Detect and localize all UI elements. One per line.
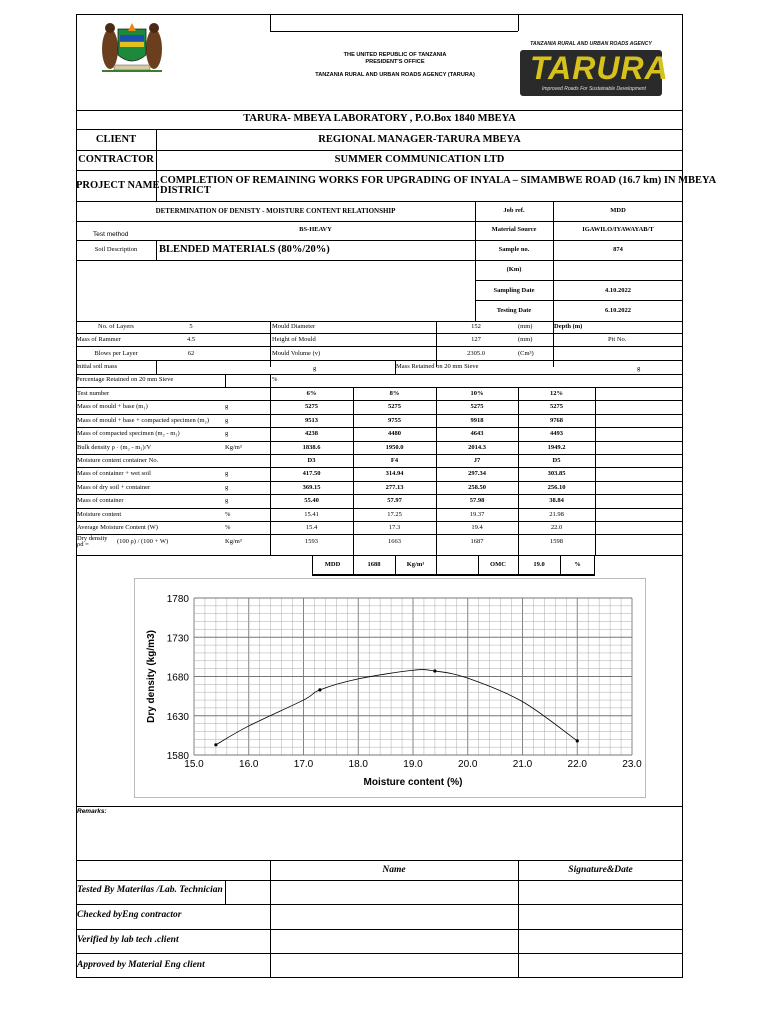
cell-value: 9918 bbox=[470, 416, 484, 424]
cell-value: 277.13 bbox=[385, 483, 404, 491]
cell-value: 1950.0 bbox=[385, 443, 404, 451]
cell-value: 258.50 bbox=[468, 483, 486, 491]
job-ref-label: Job ref. bbox=[503, 207, 525, 214]
source-label: Material Source bbox=[491, 226, 537, 233]
x-tick-label: 20.0 bbox=[458, 759, 478, 770]
project-value-line2: DISTRICT bbox=[160, 185, 211, 196]
cell-value: 1838.6 bbox=[302, 443, 321, 451]
x-tick-label: 21.0 bbox=[512, 759, 533, 770]
cell-value: 303.85 bbox=[547, 470, 566, 478]
cell-value: 9513 bbox=[305, 416, 318, 424]
row-unit: g bbox=[225, 470, 229, 478]
km-label: (Km) bbox=[506, 266, 522, 273]
initial-mass-label: Initial soil mass bbox=[76, 363, 118, 370]
office-text: PRESIDENT'S OFFICE bbox=[365, 59, 425, 65]
tarura-logo bbox=[516, 40, 668, 100]
cell-value: 1949.2 bbox=[547, 443, 566, 451]
contractor-value: SUMMER COMMUNICATION LTD bbox=[334, 154, 505, 165]
y-tick-label: 1730 bbox=[166, 633, 189, 645]
x-tick-label: 23.0 bbox=[622, 759, 642, 770]
coat-of-arms-logo bbox=[88, 15, 176, 75]
depth-label: Depth (m) bbox=[554, 323, 583, 330]
remarks-label: Remarks: bbox=[77, 808, 107, 815]
soil-label: Soil Description bbox=[94, 246, 138, 253]
height-unit: (mm) bbox=[518, 336, 533, 343]
cell-value: 5275 bbox=[305, 403, 318, 411]
mdd-label: MDD bbox=[324, 561, 341, 568]
cell-value: 256.10 bbox=[547, 483, 566, 491]
row-label: Mass of mould + base (m₁) bbox=[77, 403, 148, 411]
republic-text: THE UNITED REPUBLIC OF TANZANIA bbox=[343, 52, 447, 58]
approved-by-label: Approved by Material Eng client bbox=[77, 960, 205, 970]
x-tick-label: 15.0 bbox=[184, 759, 204, 770]
job-ref-value: MDD bbox=[610, 207, 626, 214]
layers-label: No. of Layers bbox=[98, 323, 134, 330]
test-title: DETERMINATION OF DENISTY - MOISTURE CONTENT RELATIONSHIP bbox=[155, 207, 396, 215]
row-unit: g bbox=[225, 483, 229, 491]
cell-value: J7 bbox=[473, 457, 481, 464]
row-unit: g bbox=[225, 430, 229, 438]
cell-value: F4 bbox=[390, 457, 399, 464]
soil-value: BLENDED MATERIALS (80%/20%) bbox=[159, 244, 330, 255]
rammer-label: Mass of Rammer bbox=[76, 336, 121, 343]
dry-density-value: 1687 bbox=[470, 538, 484, 546]
cell-value: 5275 bbox=[550, 403, 563, 411]
row-unit: Kg/m³ bbox=[225, 443, 242, 451]
height-label: Height of Mould bbox=[272, 336, 316, 343]
name-header: Name bbox=[382, 865, 406, 875]
row-label: Moisture content container No. bbox=[77, 457, 159, 464]
mdd-unit: Kg/m³ bbox=[406, 561, 425, 568]
dry-density-unit: Kg/m³ bbox=[225, 538, 242, 546]
cell-value: 57.97 bbox=[387, 497, 402, 505]
fitted-curve bbox=[216, 670, 577, 745]
cell-value: 8% bbox=[389, 390, 400, 397]
y-tick-label: 1780 bbox=[166, 594, 189, 605]
verified-by-label: Verified by lab tech .client bbox=[77, 935, 179, 945]
x-tick-label: 22.0 bbox=[567, 759, 587, 770]
cell-value: 2014.3 bbox=[468, 443, 486, 451]
cell-value: 55.40 bbox=[304, 497, 319, 505]
row-unit: % bbox=[225, 510, 231, 518]
lab-title: TARURA- MBEYA LABORATORY , P.O.Box 1840 MBEYA bbox=[243, 113, 516, 124]
omc-value: 19.0 bbox=[533, 561, 545, 568]
cell-value: 9755 bbox=[388, 416, 401, 424]
cell-value: 5275 bbox=[388, 403, 401, 411]
project-value-line1: COMPLETION OF REMAINING WORKS FOR UPGRADING OF INYALA – SIMAMBWE ROAD (16.7 km) IN MBEYA bbox=[160, 175, 717, 186]
row-label: Moisture content bbox=[77, 510, 122, 518]
cell-value: 4493 bbox=[550, 430, 563, 438]
y-tick-label: 1580 bbox=[166, 751, 189, 762]
cell-value: 19.4 bbox=[471, 524, 483, 531]
cell-value: 9768 bbox=[550, 416, 563, 424]
layers-value: 5 bbox=[189, 323, 193, 330]
row-label: Average Moisture Content (W) bbox=[77, 524, 158, 531]
agency-text: TANZANIA RURAL AND URBAN ROADS AGENCY (TARURA) bbox=[315, 72, 475, 78]
row-label: Mass of compacted specimen (m₂ - m₁) bbox=[77, 430, 180, 438]
blows-value: 62 bbox=[187, 350, 195, 357]
dry-density-formula: (100 ρ) / (100 + W) bbox=[117, 538, 169, 546]
y-axis-label: Dry density (kg/m3) bbox=[146, 630, 157, 723]
row-label: Mass of container bbox=[77, 497, 124, 505]
pit-label: Pit No. bbox=[608, 336, 627, 343]
retained-unit: g bbox=[637, 365, 641, 372]
x-tick-label: 19.0 bbox=[403, 759, 423, 770]
row-unit: g bbox=[225, 497, 229, 505]
cell-value: 38.84 bbox=[549, 497, 564, 505]
cell-value: 15.41 bbox=[304, 510, 319, 518]
cell-value: 369.15 bbox=[302, 483, 321, 491]
row-label: Bulk density ρ · (m₂ - m₁)/V bbox=[77, 443, 152, 451]
dry-density-value: 1598 bbox=[550, 538, 563, 546]
omc-label: OMC bbox=[490, 561, 506, 568]
cell-value: 6% bbox=[306, 390, 317, 397]
cell-value: 297.34 bbox=[468, 470, 486, 478]
project-label: PROJECT NAME bbox=[76, 180, 160, 191]
dry-density-symbol: ρd = bbox=[77, 541, 89, 549]
volume-label: Mould Volume (v) bbox=[272, 350, 321, 357]
cell-value: 4238 bbox=[305, 430, 318, 438]
x-tick-label: 16.0 bbox=[239, 759, 259, 770]
rammer-value: 4.5 bbox=[186, 336, 196, 343]
retained-label: Mass Retained on 20 mm Sieve bbox=[396, 363, 479, 370]
dry-density-value: 1663 bbox=[388, 538, 401, 546]
diameter-value: 152 bbox=[471, 323, 481, 330]
sampling-date-label: Sampling Date bbox=[493, 287, 535, 294]
row-label: Test number bbox=[77, 390, 110, 397]
cell-value: D5 bbox=[552, 457, 561, 464]
contractor-label: CONTRACTOR bbox=[78, 154, 154, 165]
dry-density-label: Dry density bbox=[77, 535, 108, 543]
cell-value: 22.0 bbox=[550, 524, 563, 531]
volume-value: 2305.0 bbox=[467, 350, 485, 357]
cell-value: 314.94 bbox=[385, 470, 404, 478]
data-point bbox=[214, 743, 217, 746]
testing-date-value: 6.10.2022 bbox=[605, 307, 631, 314]
row-label: Mass of mould + base + compacted specimen (m₂) bbox=[77, 416, 209, 424]
row-unit: g bbox=[225, 416, 229, 424]
x-tick-label: 18.0 bbox=[348, 759, 368, 770]
volume-unit: (Cm³) bbox=[518, 350, 534, 357]
x-axis-label: Moisture content (%) bbox=[363, 777, 463, 788]
cell-value: 15.4 bbox=[305, 524, 318, 531]
cell-value: 21.98 bbox=[549, 510, 564, 518]
y-tick-label: 1630 bbox=[166, 711, 189, 723]
blows-label: Blows per Layer bbox=[94, 350, 138, 357]
cell-value: 19.37 bbox=[469, 510, 485, 518]
signature-header: Signature&Date bbox=[568, 865, 633, 875]
pct-retained-label: Percentage Retained on 20 mm Sieve bbox=[76, 376, 174, 383]
method-value: BS-HEAVY bbox=[299, 226, 332, 233]
cell-value: 5275 bbox=[470, 403, 484, 411]
client-label: CLIENT bbox=[95, 134, 137, 145]
client-value: REGIONAL MANAGER-TARURA MBEYA bbox=[318, 134, 521, 145]
height-value: 127 bbox=[471, 336, 481, 343]
cell-value: D3 bbox=[307, 457, 316, 464]
dry-density-value: 1593 bbox=[305, 538, 318, 546]
omc-unit: % bbox=[574, 561, 581, 568]
tested-by-label: Tested By Materilas /Lab. Technician bbox=[77, 885, 223, 895]
sample-value: 874 bbox=[613, 246, 623, 253]
diameter-unit: (mm) bbox=[518, 323, 533, 330]
data-point bbox=[433, 669, 436, 672]
row-label: Mass of container + wet soil bbox=[77, 470, 151, 478]
source-value: IGAWILO/IYAWAYAB/T bbox=[582, 226, 654, 233]
x-tick-label: 17.0 bbox=[293, 759, 314, 770]
row-label: Mass of dry soil + container bbox=[77, 483, 151, 491]
pct-retained-unit: % bbox=[272, 376, 278, 383]
initial-mass-unit: g bbox=[313, 365, 317, 372]
logo-top-text: TANZANIA RURAL AND URBAN ROADS AGENCY bbox=[530, 41, 652, 47]
cell-value: 57.98 bbox=[469, 497, 485, 505]
compaction-chart bbox=[134, 578, 646, 798]
row-unit: g bbox=[225, 403, 229, 411]
diameter-label: Mould Diameter bbox=[272, 323, 316, 330]
sampling-date-value: 4.10.2022 bbox=[605, 287, 631, 294]
cell-value: 17.3 bbox=[388, 524, 401, 531]
logo-word: TARURA bbox=[530, 50, 669, 86]
cell-value: 17.25 bbox=[387, 510, 402, 518]
y-tick-label: 1680 bbox=[166, 672, 189, 684]
testing-date-label: Testing Date bbox=[496, 307, 532, 314]
checked-by-label: Checked byEng contractor bbox=[77, 910, 182, 920]
method-label: Test method bbox=[93, 231, 129, 238]
cell-value: 4643 bbox=[470, 430, 484, 438]
mdd-value: 1688 bbox=[367, 561, 381, 568]
cell-value: 417.50 bbox=[302, 470, 321, 478]
cell-value: 4480 bbox=[388, 430, 401, 438]
cell-value: 10% bbox=[470, 390, 484, 397]
data-point bbox=[576, 739, 579, 742]
row-unit: % bbox=[225, 524, 231, 531]
logo-tagline: Improved Roads For Sustainable Development bbox=[542, 86, 646, 92]
data-point bbox=[318, 688, 321, 691]
cell-value: 12% bbox=[550, 390, 563, 397]
sample-label: Sample no. bbox=[498, 246, 530, 253]
